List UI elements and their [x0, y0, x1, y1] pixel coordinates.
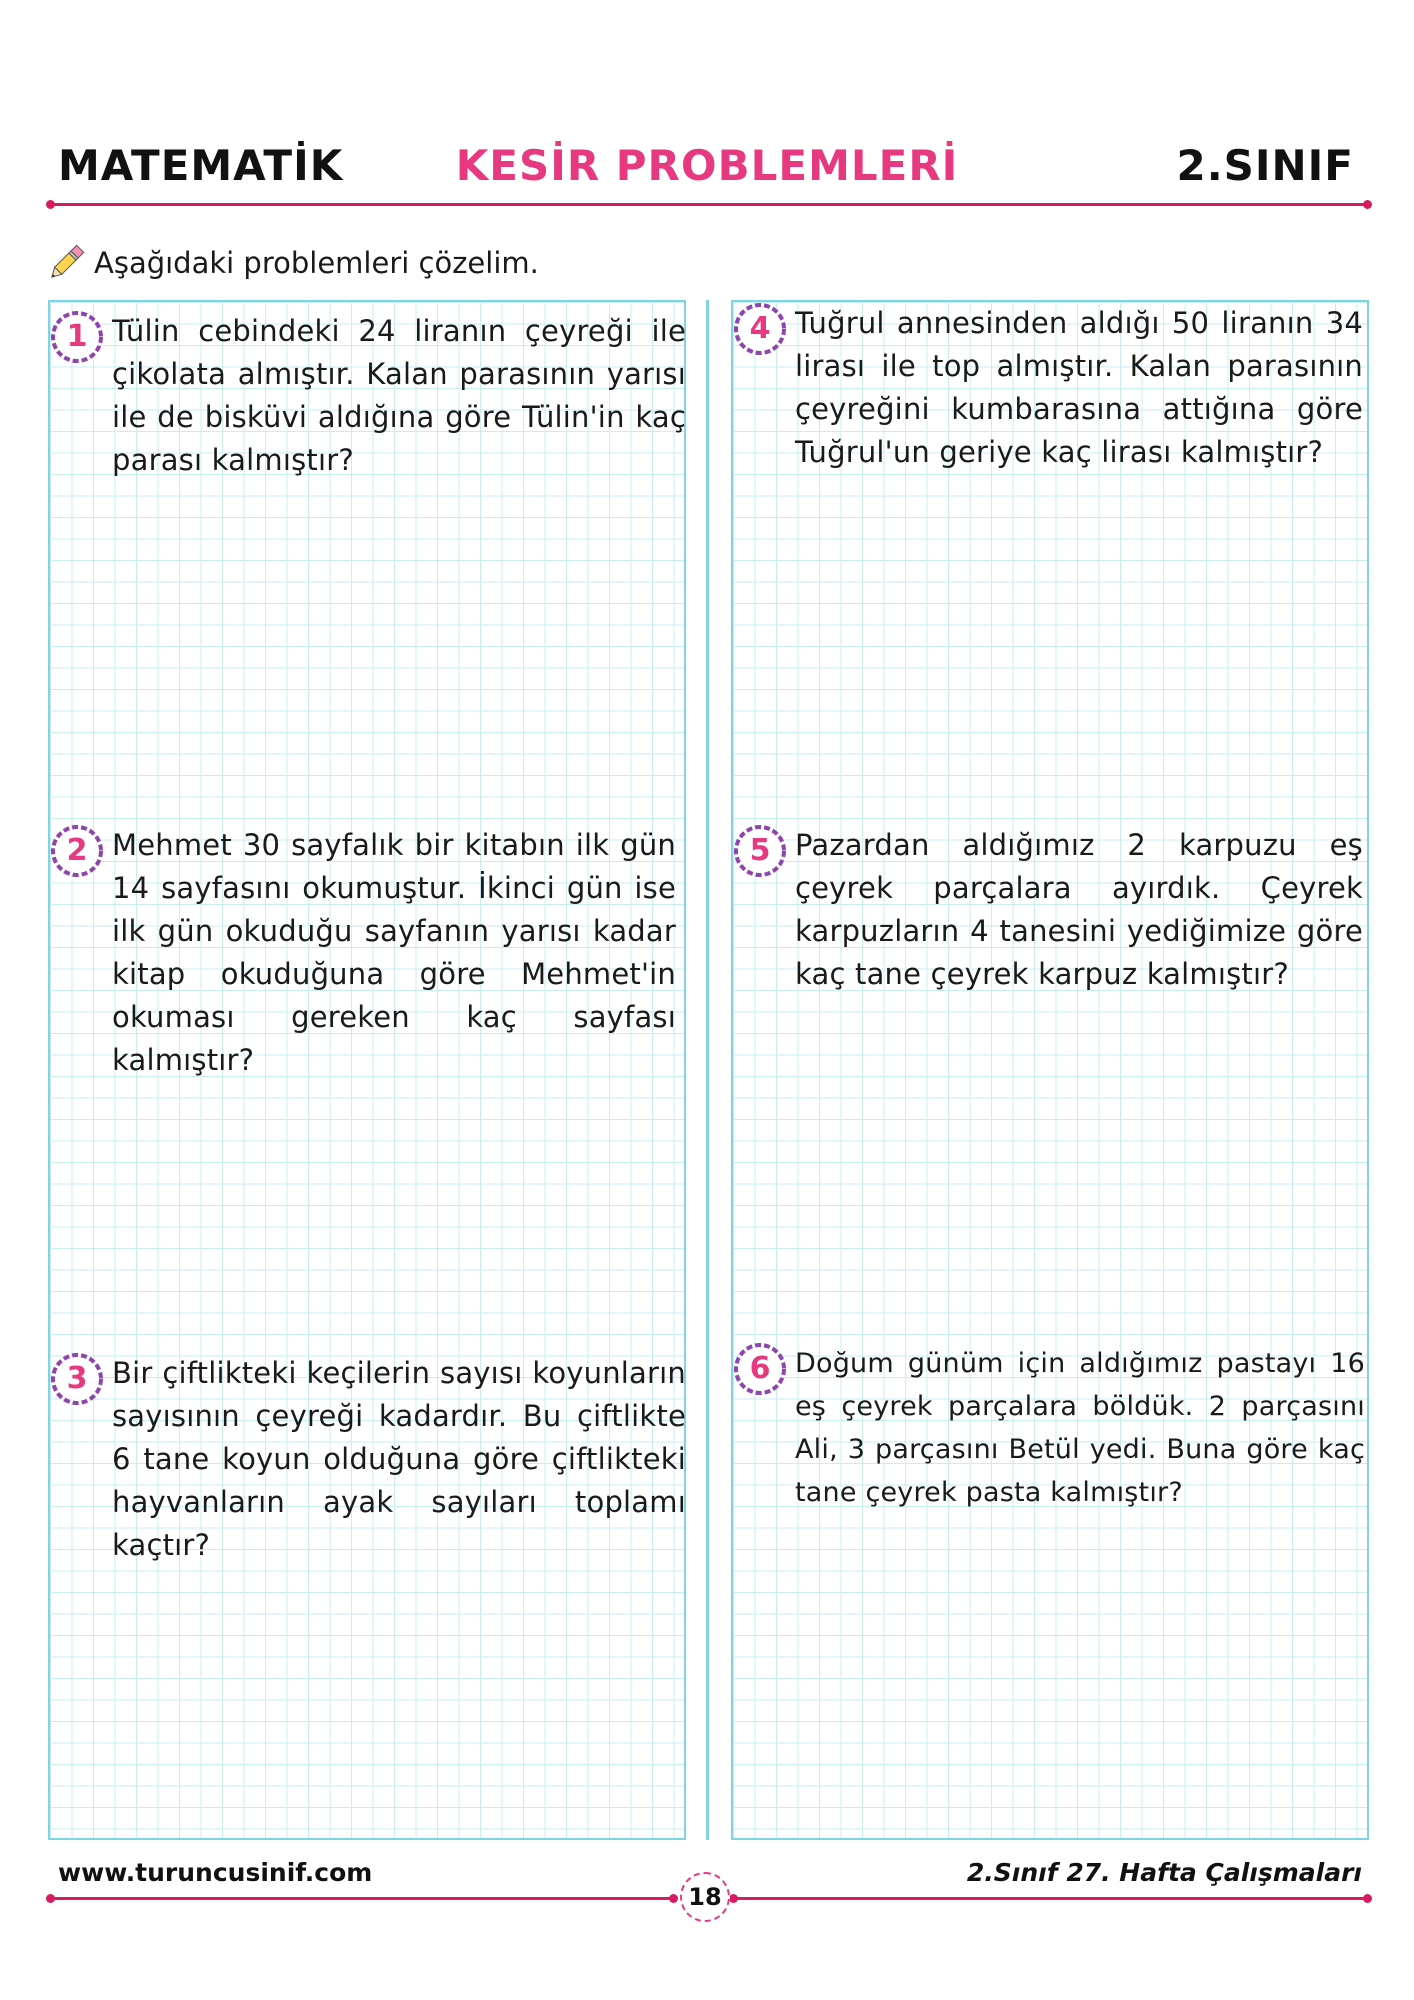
grade-label: 2.SINIF: [1176, 141, 1354, 190]
problem-text: Tuğrul annesinden aldığı 50 liranın 34 lirası ile top almıştır. Kalan parasının çeyreğini kumbarasına attığına göre Tuğrul'un geriye kaç lirası kalmıştır?: [795, 306, 1363, 469]
page-header: [56, 138, 1358, 194]
problem-text: Pazardan aldığımız 2 karpuzu eş çeyrek parçalara ayırdık. Çeyrek karpuzların 4 tanesini yediğimize göre kaç tane çeyrek karpuz kalmıştır?: [795, 828, 1363, 991]
problem-text: Mehmet 30 sayfalık bir kitabın ilk gün 14 sayfasını okumuştur. İkinci gün ise ilk gün okuduğu sayfanın yarısı kadar kitap okuduğuna göre Mehmet'in okuması gereken kaç sayfası kalmıştır?: [112, 828, 676, 1077]
page-number: 18: [680, 1872, 730, 1922]
subject-title: MATEMATİK: [58, 141, 344, 190]
instruction-line: [44, 240, 539, 286]
problem-number-badge: 2: [50, 824, 104, 878]
column-divider: [706, 300, 709, 1840]
problem-text: Tülin cebindeki 24 liranın çeyreği ile çikolata almıştır. Kalan parasının yarısı ile de bisküvi aldığına göre Tülin'in kaç parası kalmıştır?: [112, 314, 686, 477]
header-divider: [50, 203, 1368, 206]
week-label: 2.Sınıf 27. Hafta Çalışmaları: [966, 1858, 1362, 1887]
problem-number-badge: 6: [733, 1342, 787, 1396]
problem-text: Doğum günüm için aldığımız pastayı 16 eş çeyrek parçalara böldük. 2 parçasını Ali, 3 parçasını Betül yedi. Buna göre kaç tane çeyrek pasta kalmıştır?: [795, 1348, 1365, 1508]
problem-number-badge: 1: [50, 310, 104, 364]
right-work-panel: [731, 300, 1369, 1840]
website-link[interactable]: www.turuncusinif.com: [58, 1858, 373, 1887]
footer-divider-right: [733, 1897, 1368, 1900]
problem-text: Bir çiftlikteki keçilerin sayısı koyunların sayısının çeyreği kadardır. Bu çiftlikte 6 tane koyun olduğuna göre çiftlikteki hayvanların ayak sayıları toplamı kaçtır?: [112, 1356, 686, 1562]
instruction-text: Aşağıdaki problemleri çözelim.: [94, 246, 539, 280]
footer-divider-left: [50, 1897, 674, 1900]
topic-title: KESİR PROBLEMLERİ: [455, 141, 959, 190]
problem-number-badge: 5: [733, 824, 787, 878]
problem-number-badge: 4: [733, 302, 787, 356]
pencil-icon: [44, 241, 88, 285]
problem-number-badge: 3: [50, 1352, 104, 1406]
